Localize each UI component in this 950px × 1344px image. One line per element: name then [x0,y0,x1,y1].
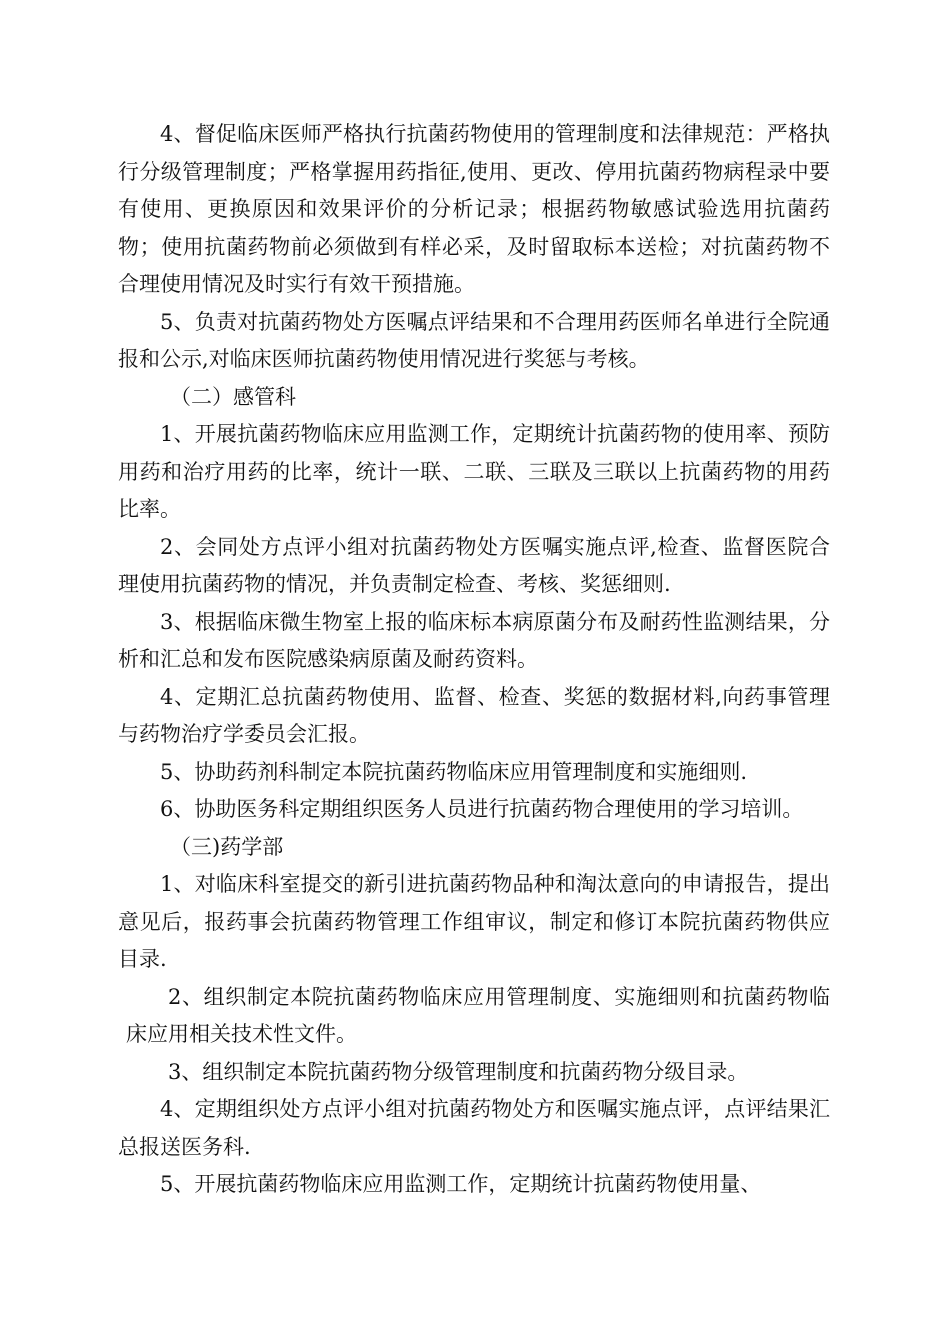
paragraph-prescription-review: 4、定期组织处方点评小组对抗菌药物处方和医嘱实施点评，点评结果汇总报送医务科. [118,1097,830,1159]
paragraph-new-drug-review: 1、对临床科室提交的新引进抗菌药物品种和淘汰意向的申请报告，提出意见后，报药事会抗菌药物管理工作组审议，制定和修订本院抗菌药物供应目录. [118,872,830,971]
paragraph-joint-review: 2、会同处方点评小组对抗菌药物处方医嘱实施点评,检查、监督医院合理使用抗菌药物的情况，并负责制定检查、考核、奖惩细则. [118,534,830,596]
document-body [118,116,830,1204]
paragraph-pathogen-analysis: 3、根据临床微生物室上报的临床标本病原菌分布及耐药性监测结果，分析和汇总和发布医院感染病原菌及耐药资料。 [118,609,830,671]
paragraph-grading-catalog: 3、组织制定本院抗菌药物分级管理制度和抗菌药物分级目录。 [168,1059,749,1084]
paragraph-data-summary: 4、定期汇总抗菌药物使用、监督、检查、奖惩的数据材料,向药事管理与药物治疗学委员会汇报。 [118,684,830,746]
paragraph-supervise-clinicians: 4、督促临床医师严格执行抗菌药物使用的管理制度和法律规范：严格执行分级管理制度；严格掌握用药指征,使用、更改、停用抗菌药物病程录中要有使用、更换原因和效果评价的分析记录；根据药物敏感试验选用抗菌药物；使用抗菌药物前必须做到有样必采，及时留取标本送检；对抗菌药物不合理使用情况及时实行有效干预措施。 [118,122,830,296]
paragraph-usage-monitoring: 5、开展抗菌药物临床应用监测工作，定期统计抗菌药物使用量、 [160,1172,762,1196]
paragraph-assist-pharmacy: 5、协助药剂科制定本院抗菌药物临床应用管理制度和实施细则. [160,759,748,784]
paragraph-publish-review-results: 5、负责对抗菌药物处方医嘱点评结果和不合理用药医师名单进行全院通报和公示,对临床医师抗菌药物使用情况进行奖惩与考核。 [118,309,830,371]
paragraph-monitoring-work: 1、开展抗菌药物临床应用监测工作，定期统计抗菌药物的使用率、预防用药和治疗用药的比率，统计一联、二联、三联及三联以上抗菌药物的用药比率。 [118,422,830,521]
section-heading-infection-control: （二）感管科 [170,384,296,409]
paragraph-management-rules: 2、组织制定本院抗菌药物临床应用管理制度、实施细则和抗菌药物临床应用相关技术性文件。 [126,984,830,1046]
paragraph-assist-training: 6、协助医务科定期组织医务人员进行抗菌药物合理使用的学习培训。 [160,797,804,821]
section-heading-pharmacy: （三)药学部 [170,834,284,859]
